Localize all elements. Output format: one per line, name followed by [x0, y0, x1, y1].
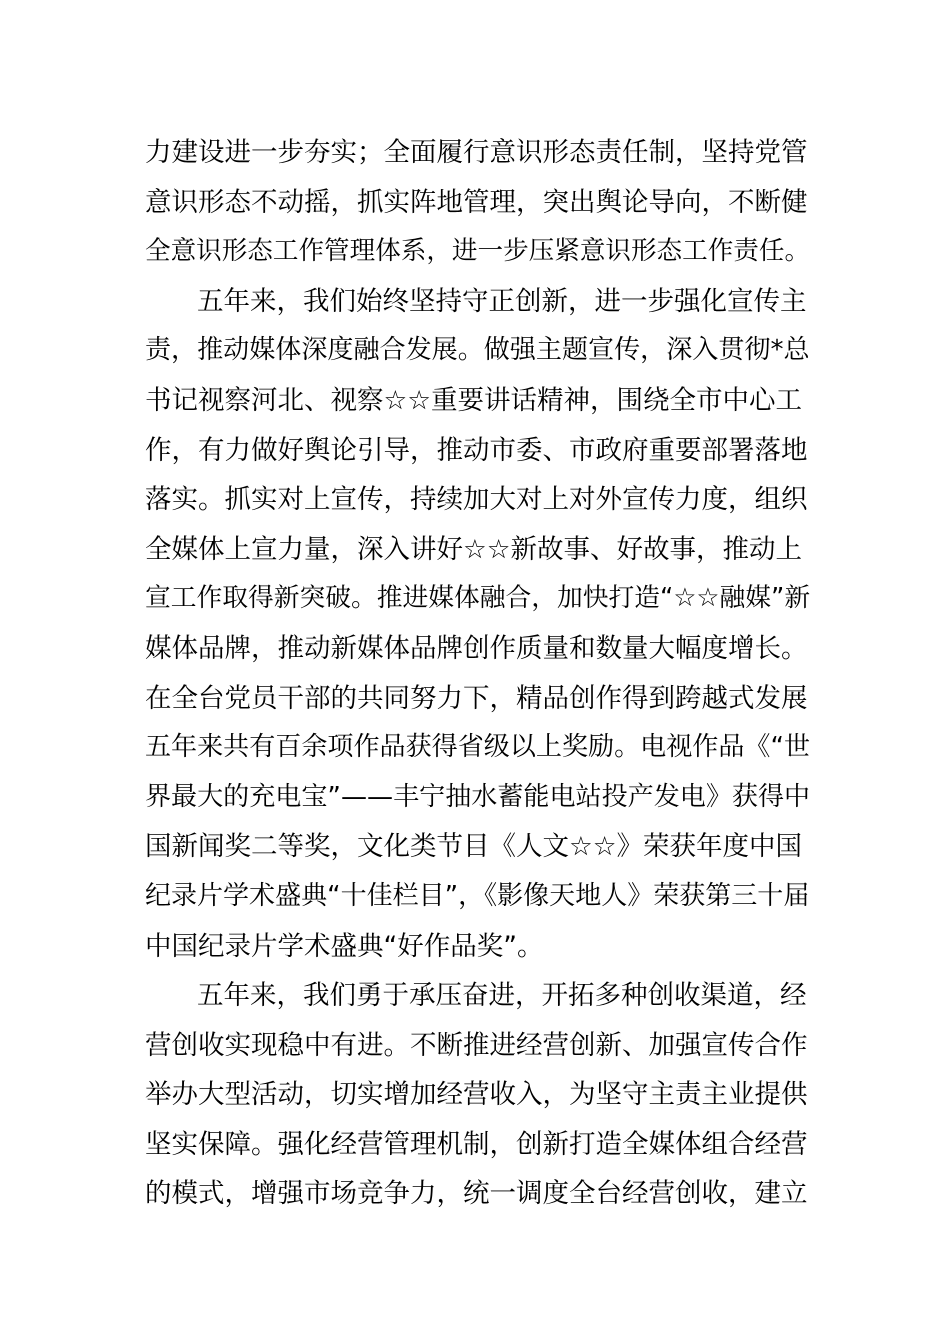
text-line: 力建设进一步夯实；全面履行意识形态责任制，坚持党管: [145, 137, 808, 168]
text-line: 在全台党员干部的共同努力下，精品创作得到跨越式发展: [145, 682, 808, 714]
text-line: 责，推动媒体深度融合发展。做强主题宣传，深入贯彻*总: [145, 335, 810, 366]
text-line: 的模式，增强市场竞争力，统一调度全台经营创收，建立: [145, 1178, 808, 1210]
text-line: 全意识形态工作管理体系，进一步压紧意识形态工作责任。: [145, 236, 811, 267]
text-line: 意识形态不动摇，抓实阵地管理，突出舆论导向，不断健: [145, 186, 808, 218]
text-line: 坚实保障。强化经营管理机制，创新打造全媒体组合经营: [145, 1128, 808, 1160]
text-line: 举办大型活动，切实增加经营收入，为坚守主责主业提供: [145, 1079, 808, 1111]
text-line: 五年来，我们始终坚持守正创新，进一步强化宣传主: [197, 285, 807, 317]
text-line: 落实。抓实对上宣传，持续加大对上对外宣传力度，组织: [145, 484, 808, 516]
text-line: 国新闻奖二等奖，文化类节目《人文☆☆》荣获年度中国: [145, 831, 803, 863]
text-line: 全媒体上宣力量，深入讲好☆☆新故事、好故事，推动上: [145, 533, 803, 565]
text-line: 书记视察河北、视察☆☆重要讲话精神，围绕全市中心工: [145, 384, 803, 416]
text-line: 作，有力做好舆论引导，推动市委、市政府重要部署落地: [145, 434, 808, 466]
text-line: 营创收实现稳中有进。不断推进经营创新、加强宣传合作: [145, 1029, 808, 1061]
text-line: 中国纪录片学术盛典“好作品奖”。: [145, 930, 544, 962]
text-line: 界最大的充电宝”——丰宁抽水蓄能电站投产发电》获得中: [145, 781, 811, 812]
text-line: 五年来共有百余项作品获得省级以上奖励。电视作品《“世: [145, 732, 811, 763]
text-line: 媒体品牌，推动新媒体品牌创作质量和数量大幅度增长。: [145, 632, 808, 664]
text-line: 宣工作取得新突破。推进媒体融合，加快打造“☆☆融媒”新: [145, 583, 811, 614]
text-line: 纪录片学术盛典“十佳栏目”，《影像天地人》荣获第三十届: [145, 880, 810, 911]
text-line: 五年来，我们勇于承压奋进，开拓多种创收渠道，经: [197, 980, 807, 1012]
body-text: [145, 128, 810, 1219]
